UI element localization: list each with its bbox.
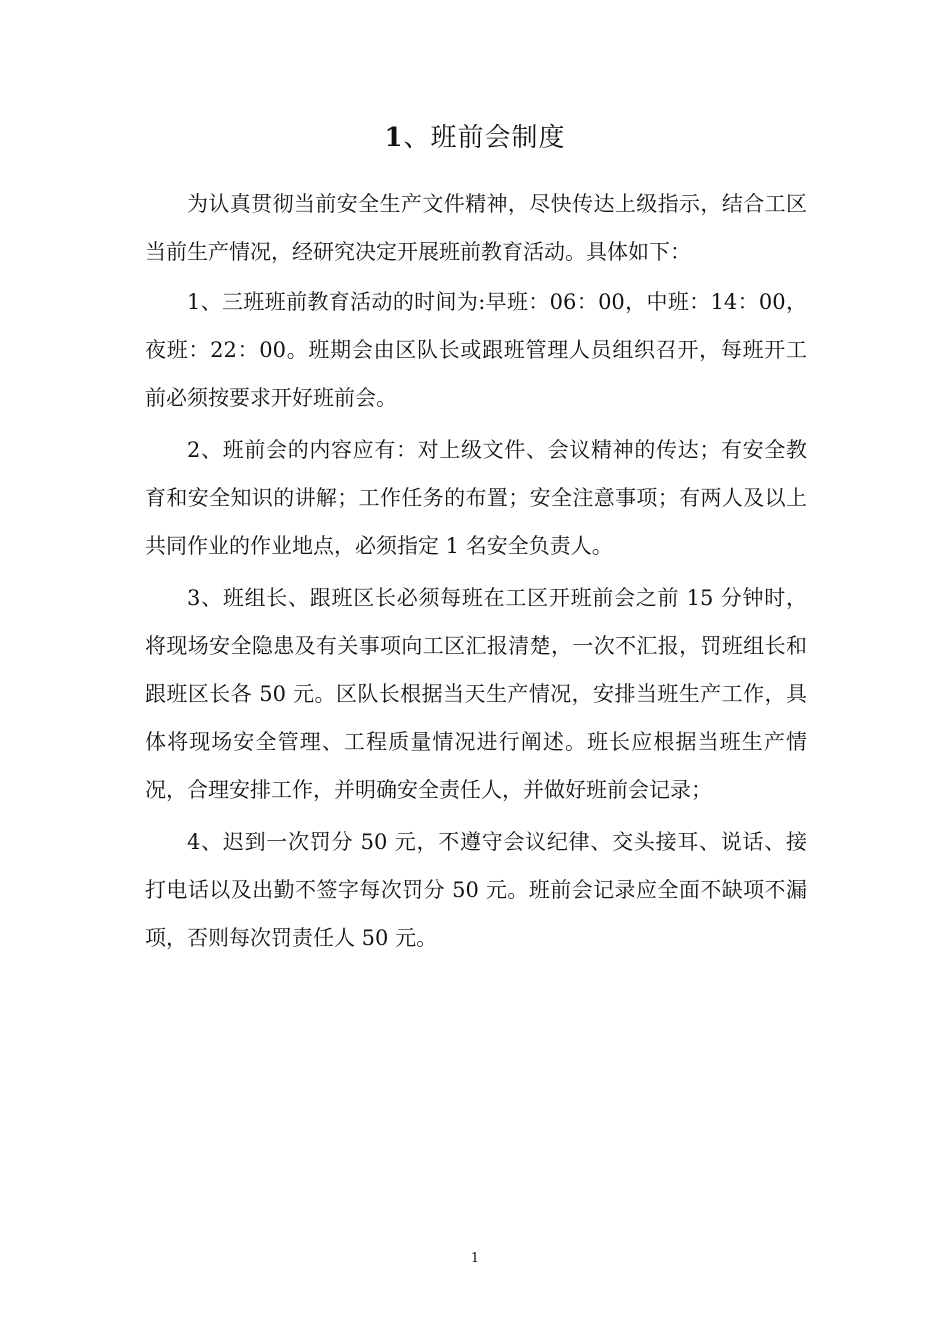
title-number: 1 xyxy=(384,123,404,153)
intro-paragraph: 为认真贯彻当前安全生产文件精神，尽快传达上级指示，结合工区当前生产情况，经研究决定开展班前教育活动。具体如下： xyxy=(145,192,807,264)
title-text: 、班前会制度 xyxy=(403,123,566,153)
document-body xyxy=(145,180,807,962)
rule-3-paragraph: 3、班组长、跟班区长必须每班在工区开班前会之前 15 分钟时，将现场安全隐患及有关事项向工区汇报清楚，一次不汇报，罚班组长和跟班区长各 50 元。区队长根据当天生产情况，安排当班生产工作，具体将现场安全管理、工程质量情况进行阐述。班长应根据当班生产情况，合理安排工作，并明确安全责任人，并做好班前会记录； xyxy=(145,586,807,802)
rule-2-paragraph: 2、班前会的内容应有：对上级文件、会议精神的传达；有安全教育和安全知识的讲解；工作任务的布置；安全注意事项；有两人及以上共同作业的作业地点，必须指定 1 名安全负责人。 xyxy=(145,438,807,558)
rule-1-paragraph: 1、三班班前教育活动的时间为:早班：06：00，中班：14：00，夜班：22：00。班期会由区队长或跟班管理人员组织召开，每班开工前必须按要求开好班前会。 xyxy=(145,290,807,410)
rule-4-paragraph: 4、迟到一次罚分 50 元，不遵守会议纪律、交头接耳、说话、接打电话以及出勤不签字每次罚分 50 元。班前会记录应全面不缺项不漏项，否则每次罚责任人 50 元。 xyxy=(145,830,807,950)
page-number: 1 xyxy=(470,1251,480,1266)
page-title xyxy=(0,118,950,158)
